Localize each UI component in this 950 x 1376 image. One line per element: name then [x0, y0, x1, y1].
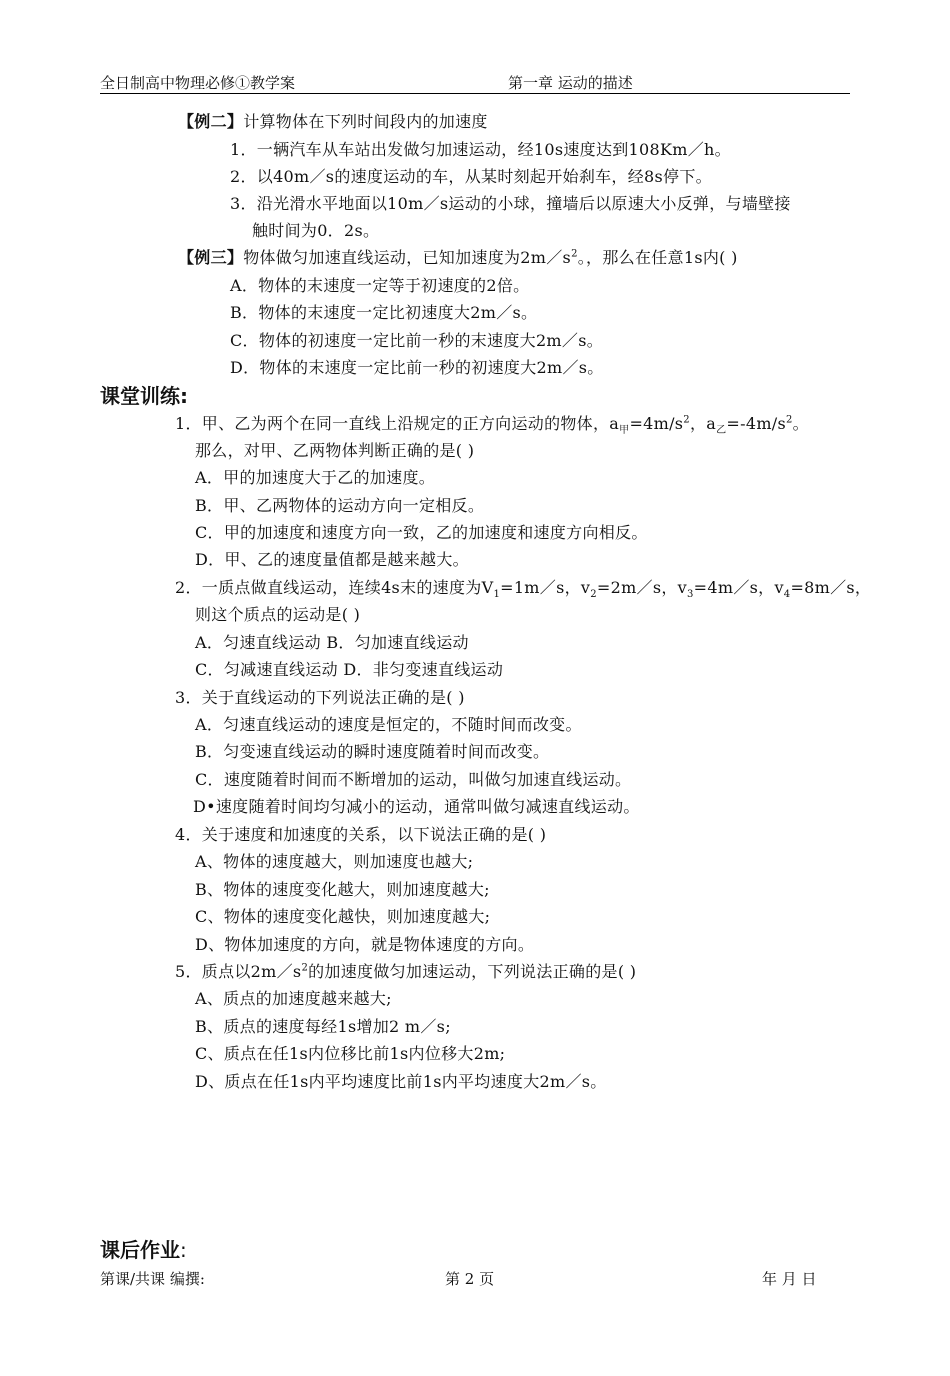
- q5-option-c: C、质点在任1s内位移比前1s内位移大2m;: [195, 1044, 506, 1063]
- example2-item-3: 3．沿光滑水平地面以10m／s运动的小球，撞墙后以原速大小反弹，与墙壁接: [230, 194, 791, 213]
- q5-option-a: A、质点的加速度越来越大;: [195, 989, 392, 1008]
- footer-date: 年 月 日: [762, 1270, 817, 1288]
- q5-option-d: D、质点在任1s内平均速度比前1s内平均速度大2m／s。: [195, 1072, 607, 1091]
- example2-item-2: 2．以40m／s的速度运动的车，从某时刻起开始刹车，经8s停下。: [230, 167, 712, 186]
- example2-item-3-cont: 触时间为0．2s。: [252, 221, 380, 240]
- q5-stem: 5．质点以$2m/s^2$的加速度做匀加速运动，下列说法正确的是( ): [175, 962, 637, 981]
- q3-option-b: B．匀变速直线运动的瞬时速度随着时间而改变。: [195, 742, 550, 761]
- q4-option-c: C、物体的速度变化越快，则加速度越大;: [195, 907, 491, 926]
- section-heading-classroom: 课堂训练:: [100, 384, 188, 408]
- q2-options-row1: A．匀速直线运动 B．匀加速直线运动: [195, 633, 469, 652]
- q2-stem: 2．一质点做直线运动，连续4s末的速度为$V_1=1m/s$，$v_2=2m/s$，$v_3=4m/s$，$v_4=8m/s$，: [175, 578, 872, 601]
- q4-option-b: B、物体的速度变化越大，则加速度越大;: [195, 880, 490, 899]
- q1-stem-line2: 那么，对甲、乙两物体判断正确的是( ): [195, 441, 475, 460]
- footer-left: 第课/共课 编撰:: [100, 1270, 205, 1288]
- example3-option-c: C．物体的初速度一定比前一秒的末速度大2m／s。: [230, 331, 604, 350]
- example3-title: 【例三】物体做匀加速直线运动，已知加速度为$2m/s^2$。，那么在任意1s内( ): [178, 248, 738, 267]
- q4-option-a: A、物体的速度越大，则加速度也越大;: [195, 852, 474, 871]
- q3-option-d: D•速度随着时间均匀减小的运动，通常叫做匀减速直线运动。: [193, 797, 640, 816]
- header-left: 全日制高中物理必修①教学案: [100, 74, 296, 92]
- example3-label: 【例三】: [178, 248, 244, 267]
- q1-stem: 1．甲、乙为两个在同一直线上沿规定的正方向运动的物体，$a_甲=4m/s^2$，$a_乙=-4m/s^2$。: [175, 414, 809, 437]
- example3-option-d: D．物体的末速度一定比前一秒的初速度大2m／s。: [230, 358, 604, 377]
- q1-option-c: C．甲的加速度和速度方向一致，乙的加速度和速度方向相反。: [195, 523, 648, 542]
- q2-options-row2: C．匀减速直线运动 D．非匀变速直线运动: [195, 660, 504, 679]
- section-heading-homework: 课后作业:: [100, 1238, 187, 1262]
- q5-option-b: B、质点的速度每经1s增加2 m／s;: [195, 1017, 451, 1036]
- q1-option-b: B．甲、乙两物体的运动方向一定相反。: [195, 496, 485, 515]
- q3-option-a: A．匀速直线运动的速度是恒定的，不随时间而改变。: [195, 715, 582, 734]
- example2-text: 计算物体在下列时间段内的加速度: [243, 112, 488, 131]
- q3-stem: 3．关于直线运动的下列说法正确的是( ): [175, 688, 465, 707]
- q1-option-a: A．甲的加速度大于乙的加速度。: [195, 468, 436, 487]
- header-rule: [100, 93, 850, 94]
- q1-option-d: D．甲、乙的速度量值都是越来越大。: [195, 550, 469, 569]
- q2-stem-line2: 则这个质点的运动是( ): [195, 605, 361, 624]
- footer-page-number: 第 2 页: [445, 1270, 495, 1288]
- example2-label: 【例二】: [178, 112, 244, 131]
- q4-stem: 4．关于速度和加速度的关系，以下说法正确的是( ): [175, 825, 547, 844]
- example2-title: [178, 111, 488, 133]
- header-right: 第一章 运动的描述: [508, 74, 633, 92]
- example2-item-1: 1．一辆汽车从车站出发做匀加速运动，经10s速度达到108Km／h。: [230, 140, 731, 159]
- q4-option-d: D、物体加速度的方向，就是物体速度的方向。: [195, 935, 535, 954]
- example3-option-b: B．物体的末速度一定比初速度大2m／s。: [230, 303, 538, 322]
- example3-option-a: A．物体的末速度一定等于初速度的2倍。: [230, 276, 530, 295]
- q3-option-c: C．速度随着时间而不断增加的运动，叫做匀加速直线运动。: [195, 770, 632, 789]
